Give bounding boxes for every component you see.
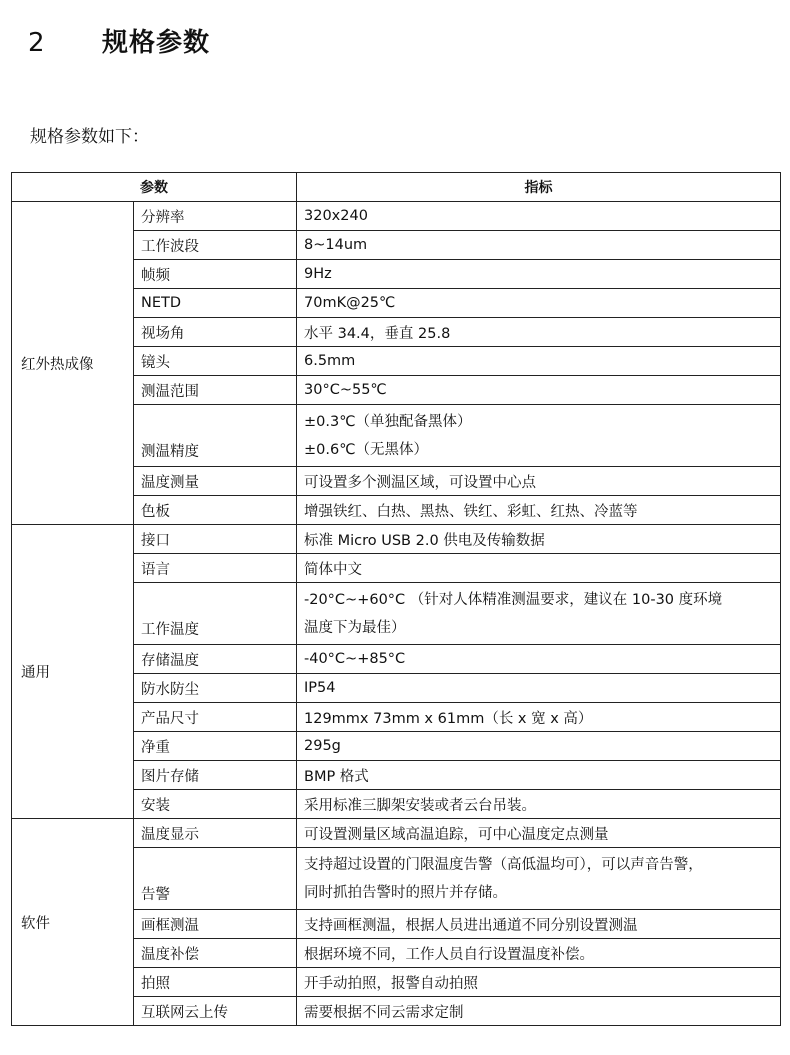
param-cell: 镜头 bbox=[134, 347, 297, 376]
param-cell: 存储温度 bbox=[134, 645, 297, 674]
param-cell: 测温精度 bbox=[134, 405, 297, 467]
spec-table-body bbox=[12, 202, 781, 1026]
value-cell: 70mK@25℃ bbox=[297, 289, 781, 318]
param-cell: 安装 bbox=[134, 790, 297, 819]
value-cell: BMP 格式 bbox=[297, 761, 781, 790]
param-cell: 防水防尘 bbox=[134, 674, 297, 703]
value-line-2: 同时抓拍告警时的照片并存储。 bbox=[304, 884, 507, 901]
param-cell: 告警 bbox=[134, 848, 297, 910]
group-label: 红外热成像 bbox=[12, 202, 134, 525]
param-cell: 温度显示 bbox=[134, 819, 297, 848]
table-row bbox=[12, 202, 781, 231]
param-cell: 帧频 bbox=[134, 260, 297, 289]
param-cell: 测温范围 bbox=[134, 376, 297, 405]
value-cell: 增强铁红、白热、黑热、铁红、彩虹、红热、冷蓝等 bbox=[297, 496, 781, 525]
value-cell: 129mmx 73mm x 61mm（长 x 宽 x 高） bbox=[297, 703, 781, 732]
param-cell: 色板 bbox=[134, 496, 297, 525]
value-line-2: 温度下为最佳） bbox=[304, 619, 406, 636]
value-cell: 6.5mm bbox=[297, 347, 781, 376]
param-cell: 画框测温 bbox=[134, 910, 297, 939]
section-title: 规格参数 bbox=[102, 28, 211, 58]
param-cell: 温度测量 bbox=[134, 467, 297, 496]
value-cell: 9Hz bbox=[297, 260, 781, 289]
group-label: 软件 bbox=[12, 819, 134, 1026]
value-cell: 支持画框测温，根据人员进出通道不同分别设置测温 bbox=[297, 910, 781, 939]
value-cell: 可设置多个测温区域，可设置中心点 bbox=[297, 467, 781, 496]
param-cell: 语言 bbox=[134, 554, 297, 583]
intro-text: 规格参数如下： bbox=[30, 127, 149, 147]
section-number: 2 bbox=[28, 28, 45, 58]
param-cell: 分辨率 bbox=[134, 202, 297, 231]
param-cell: 温度补偿 bbox=[134, 939, 297, 968]
value-cell: 水平 34.4，垂直 25.8 bbox=[297, 318, 781, 347]
value-cell: 需要根据不同云需求定制 bbox=[297, 997, 781, 1026]
value-cell: 根据环境不同，工作人员自行设置温度补偿。 bbox=[297, 939, 781, 968]
value-cell: 采用标准三脚架安装或者云台吊装。 bbox=[297, 790, 781, 819]
value-cell bbox=[297, 848, 781, 910]
value-cell: 可设置测量区域高温追踪，可中心温度定点测量 bbox=[297, 819, 781, 848]
param-cell: 工作波段 bbox=[134, 231, 297, 260]
value-cell: IP54 bbox=[297, 674, 781, 703]
section-heading bbox=[28, 22, 210, 59]
value-cell: 标准 Micro USB 2.0 供电及传输数据 bbox=[297, 525, 781, 554]
value-cell: 295g bbox=[297, 732, 781, 761]
value-cell: 简体中文 bbox=[297, 554, 781, 583]
param-cell: 图片存储 bbox=[134, 761, 297, 790]
value-cell bbox=[297, 405, 781, 467]
param-cell: 拍照 bbox=[134, 968, 297, 997]
param-cell: 工作温度 bbox=[134, 583, 297, 645]
value-line-1: ±0.3℃（单独配备黑体） bbox=[304, 413, 472, 430]
table-row bbox=[12, 525, 781, 554]
param-cell: 净重 bbox=[134, 732, 297, 761]
param-cell: 接口 bbox=[134, 525, 297, 554]
value-cell: -40°C~+85°C bbox=[297, 645, 781, 674]
value-cell: 320x240 bbox=[297, 202, 781, 231]
header-param: 参数 bbox=[12, 173, 297, 202]
param-cell: 视场角 bbox=[134, 318, 297, 347]
value-line-1: 支持超过设置的门限温度告警（高低温均可），可以声音告警， bbox=[304, 856, 703, 873]
table-row bbox=[12, 819, 781, 848]
value-cell: 8~14um bbox=[297, 231, 781, 260]
table-header-row bbox=[12, 173, 781, 202]
value-line-1: -20°C~+60°C （针对人体精准测温要求，建议在 10-30 度环境 bbox=[304, 591, 723, 608]
value-cell: 开手动拍照，报警自动拍照 bbox=[297, 968, 781, 997]
header-value: 指标 bbox=[297, 173, 781, 202]
group-label: 通用 bbox=[12, 525, 134, 819]
param-cell: NETD bbox=[134, 289, 297, 318]
value-cell bbox=[297, 583, 781, 645]
param-cell: 产品尺寸 bbox=[134, 703, 297, 732]
value-line-2: ±0.6℃（无黑体） bbox=[304, 441, 428, 458]
spec-table bbox=[11, 172, 781, 1026]
value-cell: 30°C~55℃ bbox=[297, 376, 781, 405]
param-cell: 互联网云上传 bbox=[134, 997, 297, 1026]
